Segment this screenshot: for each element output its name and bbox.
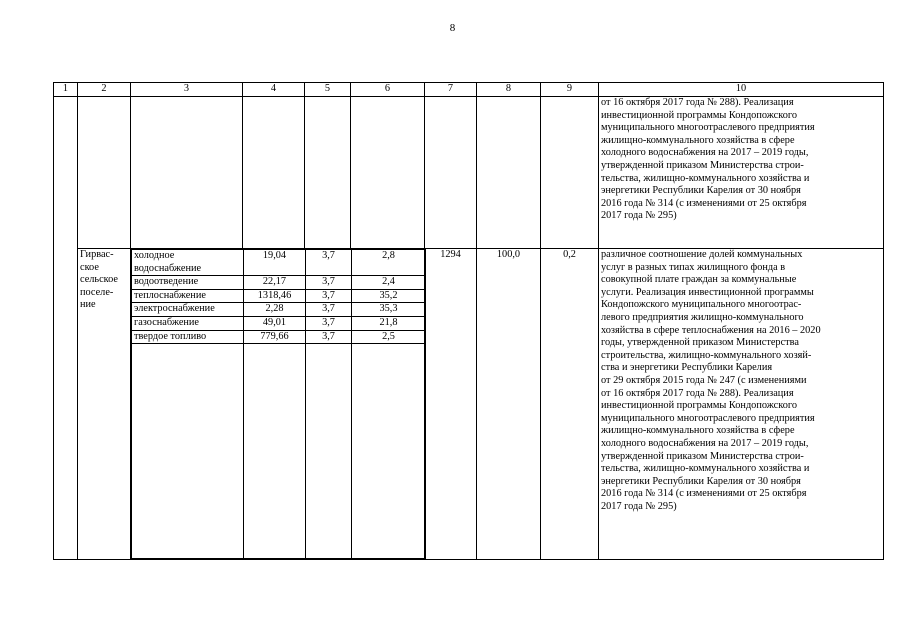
header-cell: 7 — [425, 83, 477, 97]
col5-value: 3,7 — [306, 316, 352, 330]
service-row — [132, 316, 426, 330]
settlement-row — [54, 249, 884, 560]
empty-cell — [305, 97, 351, 249]
filler-row — [132, 344, 426, 559]
header-cell: 6 — [351, 83, 425, 97]
col6-value: 2,8 — [352, 250, 426, 276]
service-name: твердое топливо — [132, 330, 244, 344]
col6-value: 2,5 — [352, 330, 426, 344]
page-number: 8 — [449, 22, 456, 34]
header-cell: 1 — [54, 83, 78, 97]
service-name: газоснабжение — [132, 316, 244, 330]
col6-value: 2,4 — [352, 276, 426, 290]
service-name: холодное водоснабжение — [132, 250, 244, 276]
service-row — [132, 303, 426, 317]
col5-value: 3,7 — [306, 276, 352, 290]
col4-value: 49,01 — [244, 316, 306, 330]
header-cell: 10 — [599, 83, 884, 97]
col4-value: 2,28 — [244, 303, 306, 317]
col4-value: 779,66 — [244, 330, 306, 344]
col7-value: 1294 — [425, 249, 477, 560]
col5-value: 3,7 — [306, 289, 352, 303]
service-name: электроснабжение — [132, 303, 244, 317]
empty-cell — [243, 97, 305, 249]
filler-cell — [132, 344, 244, 559]
services-table — [131, 249, 426, 559]
header-cell: 5 — [305, 83, 351, 97]
services-block — [131, 249, 425, 560]
empty-cell — [541, 97, 599, 249]
col6-value: 35,3 — [352, 303, 426, 317]
empty-cell — [477, 97, 541, 249]
service-name: водоотведение — [132, 276, 244, 290]
service-row — [132, 250, 426, 276]
col4-value: 1318,46 — [244, 289, 306, 303]
col6-value: 21,8 — [352, 316, 426, 330]
header-cell: 9 — [541, 83, 599, 97]
filler-cell — [244, 344, 306, 559]
header-cell: 8 — [477, 83, 541, 97]
empty-cell — [425, 97, 477, 249]
header-cell: 4 — [243, 83, 305, 97]
col8-value: 100,0 — [477, 249, 541, 560]
service-name: теплоснабжение — [132, 289, 244, 303]
empty-cell — [351, 97, 425, 249]
col4-value: 19,04 — [244, 250, 306, 276]
settlement-name: Гирвас- ское сельское поселе- ние — [78, 249, 131, 560]
col4-value: 22,17 — [244, 276, 306, 290]
col9-value: 0,2 — [541, 249, 599, 560]
service-row — [132, 276, 426, 290]
col6-value: 35,2 — [352, 289, 426, 303]
empty-cell — [131, 97, 243, 249]
header-cell: 2 — [78, 83, 131, 97]
filler-cell — [352, 344, 426, 559]
service-row — [132, 289, 426, 303]
header-row — [54, 83, 884, 97]
col1-cell — [54, 97, 78, 560]
empty-cell — [78, 97, 131, 249]
note-text: от 16 октября 2017 года № 288). Реализация инвестиционной программы Кондопожского муниципального многоотраслевого предприятия жилищно-коммунального хозяйства в сфере холодного водоснабжения на 2017 – 2019 годы, утвержденной приказом Министерства строи- тельства, жилищно-коммунального хозяйства и энергетики Республики Карелия от 30 ноября 2016 года № 314 (с изменениями от 25 октября 2017 года № 295) — [599, 97, 884, 249]
service-row — [132, 330, 426, 344]
col5-value: 3,7 — [306, 330, 352, 344]
continuation-row — [54, 97, 884, 249]
data-table — [53, 82, 884, 560]
col5-value: 3,7 — [306, 250, 352, 276]
note-text: различное соотношение долей коммунальных услуг в разных типах жилищного фонда в совокупной плате граждан за коммунальные услуги. Реализация инвестиционной программы Кондопожского муниципального многоотрас- левого предприятия жилищно-коммунального хозяйства в сфере теплоснабжения на 2016 – 2020 годы, утвержденной приказом Министерства строительства, жилищно-коммунального хозяй- ства и энергетики Республики Карелия от 29 октября 2015 года № 247 (с изменениями от 16 октября 2017 года № 288). Реализация инвестиционной программы Кондопожского муниципального многоотраслевого предприятия жилищно-коммунального хозяйства в сфере холодного водоснабжения на 2017 – 2019 годы, утвержденной приказом Министерства строи- тельства, жилищно-коммунального хозяйства и энергетики Республики Карелия от 30 ноября 2016 года № 314 (с изменениями от 25 октября 2017 года № 295) — [599, 249, 884, 560]
header-cell: 3 — [131, 83, 243, 97]
filler-cell — [306, 344, 352, 559]
col5-value: 3,7 — [306, 303, 352, 317]
